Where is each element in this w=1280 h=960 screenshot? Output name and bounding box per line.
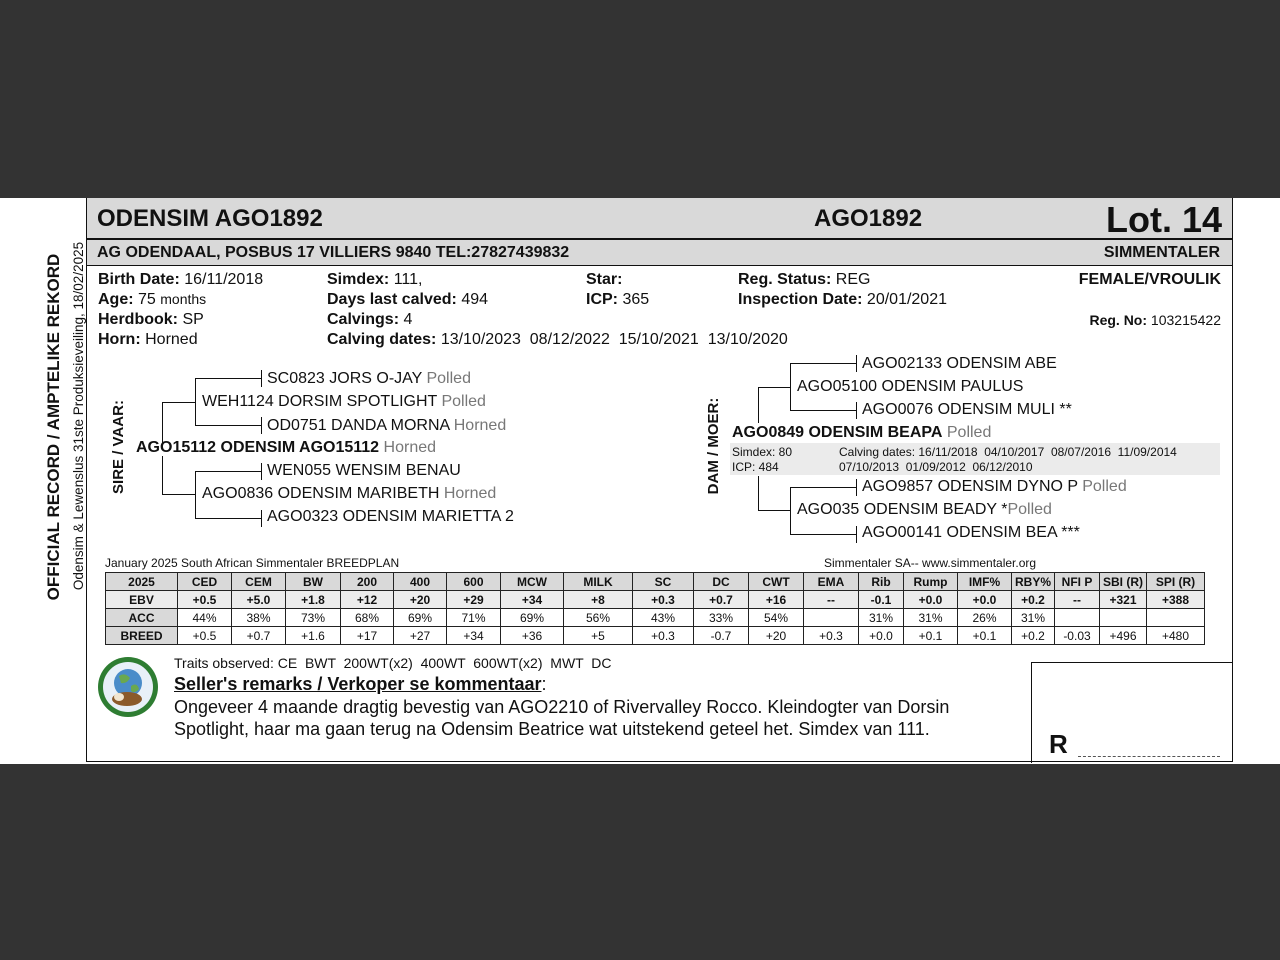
col-header: SPI (R) bbox=[1147, 573, 1205, 591]
ebv-cell: +0.0 bbox=[958, 591, 1012, 609]
ebv-header-row bbox=[106, 573, 1205, 591]
acc-cell: 44% bbox=[178, 609, 232, 627]
dam-simdex: Simdex: 80 bbox=[732, 445, 793, 459]
ebv-cell: +321 bbox=[1100, 591, 1147, 609]
calvings: Calvings: 4 bbox=[327, 311, 413, 328]
ebv-cell: -- bbox=[1055, 591, 1100, 609]
ebv-cell: -- bbox=[804, 591, 859, 609]
acc-cell: 31% bbox=[859, 609, 904, 627]
breed-cell: +0.1 bbox=[958, 627, 1012, 645]
breed-cell: +0.3 bbox=[804, 627, 859, 645]
sire-sire: WEH1124 DORSIM SPOTLIGHT Polled bbox=[202, 393, 486, 410]
breed-cell: +36 bbox=[501, 627, 564, 645]
price-line bbox=[1078, 756, 1220, 757]
reg-no: Reg. No: 103215422 bbox=[1089, 312, 1221, 328]
col-header: 400 bbox=[394, 573, 447, 591]
acc-cell: 31% bbox=[1012, 609, 1055, 627]
ebv-cell: +388 bbox=[1147, 591, 1205, 609]
col-header: 600 bbox=[447, 573, 501, 591]
breed-cell: +34 bbox=[447, 627, 501, 645]
breed-cell: -0.03 bbox=[1055, 627, 1100, 645]
age: Age: 75 months bbox=[98, 291, 207, 308]
remarks-line-1: Ongeveer 4 maande dragtig bevestig van AGO2210 of Rivervalley Rocco. Kleindogter van Dorsin bbox=[174, 697, 950, 717]
acc-cell: 38% bbox=[232, 609, 286, 627]
sex: FEMALE/VROULIK bbox=[1078, 271, 1221, 288]
ebv-table bbox=[105, 572, 1205, 645]
col-header: CWT bbox=[749, 573, 804, 591]
breed-cell: +5 bbox=[564, 627, 633, 645]
ebv-row bbox=[106, 591, 1205, 609]
herdbook: Herdbook: SP bbox=[98, 311, 204, 328]
dam-sire-sire: AGO02133 ODENSIM ABE bbox=[862, 355, 1057, 372]
col-header: MILK bbox=[564, 573, 633, 591]
dam-sire-dam: AGO0076 ODENSIM MULI ** bbox=[862, 401, 1072, 418]
col-header: EMA bbox=[804, 573, 859, 591]
breed-cell: +20 bbox=[749, 627, 804, 645]
ebv-cell: +8 bbox=[564, 591, 633, 609]
ebv-cell: +34 bbox=[501, 591, 564, 609]
col-header: SBI (R) bbox=[1100, 573, 1147, 591]
acc-cell: 26% bbox=[958, 609, 1012, 627]
acc-cell: 43% bbox=[633, 609, 694, 627]
ebv-cell: +0.5 bbox=[178, 591, 232, 609]
ebv-cell: +0.3 bbox=[633, 591, 694, 609]
ebv-cell: +5.0 bbox=[232, 591, 286, 609]
col-header: NFI P bbox=[1055, 573, 1100, 591]
simmentaler-logo bbox=[97, 656, 159, 718]
calving-dates: Calving dates: 13/10/2023 08/12/2022 15/10/2021 13/10/2020 bbox=[327, 331, 788, 348]
dam-info-box bbox=[730, 443, 1220, 475]
breed-cell: -0.7 bbox=[694, 627, 749, 645]
remarks-line-2: Spotlight, haar ma gaan terug na Odensim Beatrice wat uitstekend geteel het. Simdex van 111. bbox=[174, 719, 930, 739]
breed-cell: +0.5 bbox=[178, 627, 232, 645]
remarks-title: Seller's remarks / Verkoper se kommentaar: bbox=[174, 674, 547, 694]
price-box bbox=[1031, 662, 1233, 763]
sire-dam-sire: WEN055 WENSIM BENAU bbox=[267, 462, 461, 479]
acc-cell: 73% bbox=[286, 609, 341, 627]
dam-calving-dates: Calving dates: 16/11/2018 04/10/2017 08/07/2016 11/09/2014 bbox=[839, 445, 1177, 459]
sire-label: SIRE / VAAR: bbox=[110, 400, 127, 494]
breed-cell: +0.2 bbox=[1012, 627, 1055, 645]
breed-cell: +0.7 bbox=[232, 627, 286, 645]
star: Star: bbox=[586, 271, 623, 288]
breed-cell: +27 bbox=[394, 627, 447, 645]
acc-cell: 31% bbox=[904, 609, 958, 627]
sire-dam-dam: AGO0323 ODENSIM MARIETTA 2 bbox=[267, 508, 514, 525]
horn: Horn: Horned bbox=[98, 331, 198, 348]
acc-row bbox=[106, 609, 1205, 627]
acc-cell: 69% bbox=[394, 609, 447, 627]
col-header: Rump bbox=[904, 573, 958, 591]
acc-cell bbox=[1055, 609, 1100, 627]
ebv-cell: +16 bbox=[749, 591, 804, 609]
dam-calving-dates-2: 07/10/2013 01/09/2012 06/12/2010 bbox=[839, 460, 1033, 474]
sire-sire-sire: SC0823 JORS O-JAY Polled bbox=[267, 370, 471, 387]
col-header: 200 bbox=[341, 573, 394, 591]
col-header: IMF% bbox=[958, 573, 1012, 591]
dam-icp: ICP: 484 bbox=[732, 460, 779, 474]
col-header: BW bbox=[286, 573, 341, 591]
row-label: ACC bbox=[106, 609, 178, 627]
dam-label: DAM / MOER: bbox=[705, 397, 722, 495]
acc-cell bbox=[804, 609, 859, 627]
acc-cell: 68% bbox=[341, 609, 394, 627]
title-bar bbox=[87, 198, 1232, 240]
acc-cell: 56% bbox=[564, 609, 633, 627]
lot-number: Lot. 14 bbox=[1105, 199, 1222, 240]
col-header: Rib bbox=[859, 573, 904, 591]
ebv-cell: +0.0 bbox=[904, 591, 958, 609]
col-header: RBY% bbox=[1012, 573, 1055, 591]
col-header: DC bbox=[694, 573, 749, 591]
simdex: Simdex: 111, bbox=[327, 271, 423, 288]
inspection-date: Inspection Date: 20/01/2021 bbox=[738, 291, 947, 308]
sire-sire-dam: OD0751 DANDA MORNA Horned bbox=[267, 417, 507, 434]
ebv-cell: +12 bbox=[341, 591, 394, 609]
acc-cell: 54% bbox=[749, 609, 804, 627]
dam-name: AGO0849 ODENSIM BEAPA Polled bbox=[732, 424, 992, 441]
row-label: BREED bbox=[106, 627, 178, 645]
days-last-calved: Days last calved: 494 bbox=[327, 291, 489, 308]
breedplan-caption: January 2025 South African Simmentaler BREEDPLAN bbox=[105, 556, 400, 570]
col-header: SC bbox=[633, 573, 694, 591]
dam-dam-sire: AGO9857 ODENSIM DYNO P Polled bbox=[862, 478, 1127, 495]
breed-cell: +1.6 bbox=[286, 627, 341, 645]
dam-sire: AGO05100 ODENSIM PAULUS bbox=[797, 378, 1024, 395]
logo-graphic bbox=[97, 656, 159, 718]
acc-cell bbox=[1147, 609, 1205, 627]
ebv-cell: +0.7 bbox=[694, 591, 749, 609]
reg-status: Reg. Status: REG bbox=[738, 271, 871, 288]
acc-cell bbox=[1100, 609, 1147, 627]
ebv-cell: +1.8 bbox=[286, 591, 341, 609]
animal-name: ODENSIM AGO1892 bbox=[97, 205, 323, 232]
dam-dam-dam: AGO00141 ODENSIM BEA *** bbox=[862, 524, 1080, 541]
breed-cell: +480 bbox=[1147, 627, 1205, 645]
breed-cell: +496 bbox=[1100, 627, 1147, 645]
owner-info: AG ODENDAAL, POSBUS 17 VILLIERS 9840 TEL:27827439832 bbox=[97, 244, 570, 261]
birth-date: Birth Date: 16/11/2018 bbox=[98, 271, 264, 288]
price-label: R bbox=[1049, 729, 1068, 759]
sire-name: AGO15112 ODENSIM AGO15112 Horned bbox=[136, 439, 437, 456]
breed-cell: +17 bbox=[341, 627, 394, 645]
ebv-cell: +0.2 bbox=[1012, 591, 1055, 609]
breed-cell: +0.1 bbox=[904, 627, 958, 645]
auction-caption: Odensim & Lewenslus 31ste Produksieveiling, 18/02/2025 bbox=[71, 241, 86, 591]
ebv-cell: +20 bbox=[394, 591, 447, 609]
breed-cell: +0.3 bbox=[633, 627, 694, 645]
breed-row bbox=[106, 627, 1205, 645]
col-header: CEM bbox=[232, 573, 286, 591]
col-header: 2025 bbox=[106, 573, 178, 591]
row-label: EBV bbox=[106, 591, 178, 609]
breed-cell: +0.0 bbox=[859, 627, 904, 645]
acc-cell: 69% bbox=[501, 609, 564, 627]
acc-cell: 33% bbox=[694, 609, 749, 627]
acc-cell: 71% bbox=[447, 609, 501, 627]
ebv-cell: -0.1 bbox=[859, 591, 904, 609]
breed-name: SIMMENTALER bbox=[1103, 244, 1220, 261]
col-header: CED bbox=[178, 573, 232, 591]
traits-observed: Traits observed: CE BWT 200WT(x2) 400WT 600WT(x2) MWT DC bbox=[174, 655, 612, 671]
official-record-label: OFFICIAL RECORD / AMPTELIKE REKORD bbox=[44, 253, 63, 601]
col-header: MCW bbox=[501, 573, 564, 591]
sire-dam: AGO0836 ODENSIM MARIBETH Horned bbox=[202, 485, 497, 502]
lot-card bbox=[0, 198, 1280, 764]
icp: ICP: 365 bbox=[586, 291, 650, 308]
association-caption: Simmentaler SA-- www.simmentaler.org bbox=[824, 556, 1037, 570]
dam-dam: AGO035 ODENSIM BEADY *Polled bbox=[797, 501, 1052, 518]
owner-bar bbox=[87, 240, 1232, 266]
ebv-cell: +29 bbox=[447, 591, 501, 609]
animal-id: AGO1892 bbox=[814, 205, 923, 232]
